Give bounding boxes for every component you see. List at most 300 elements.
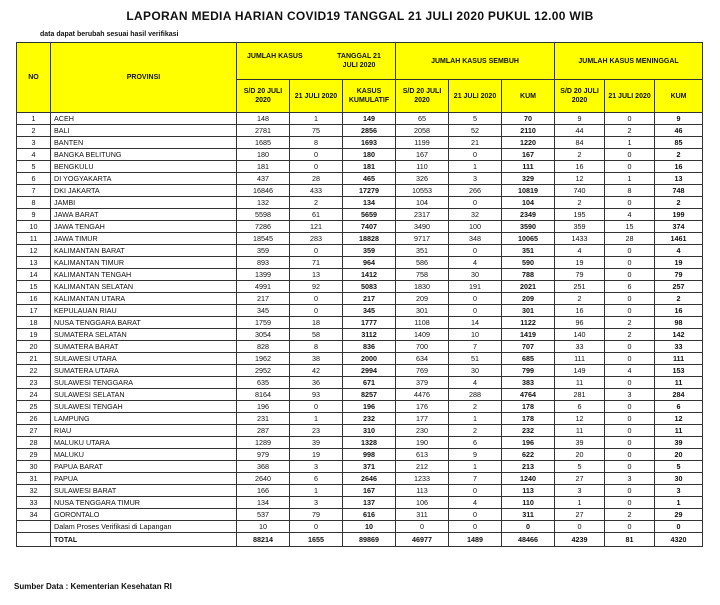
cell-sembuh-kum: 707: [502, 341, 555, 353]
cell-sembuh-21: 2: [449, 425, 502, 437]
cell-meninggal-kum: 0: [655, 521, 703, 533]
table-row: [17, 305, 703, 317]
cell-sembuh-sd: 1199: [396, 137, 449, 149]
cell-meninggal-sd: 11: [555, 377, 605, 389]
cell-sembuh-sd: 326: [396, 173, 449, 185]
cell-kasus-kumulatif: 8257: [343, 389, 396, 401]
total-kasus-21: 1655: [290, 533, 343, 547]
table-row: [17, 485, 703, 497]
cell-kasus-kumulatif: 1777: [343, 317, 396, 329]
cell-kasus-kumulatif: 10: [343, 521, 396, 533]
cell-no: 15: [17, 281, 51, 293]
cell-provinsi: RIAU: [51, 425, 237, 437]
table-row: [17, 341, 703, 353]
cell-sembuh-21: 6: [449, 437, 502, 449]
cell-no: 13: [17, 257, 51, 269]
cell-kasus-21: 61: [290, 209, 343, 221]
cell-no: 12: [17, 245, 51, 257]
cell-sembuh-21: 1: [449, 461, 502, 473]
cell-sembuh-kum: 2021: [502, 281, 555, 293]
cell-kasus-kumulatif: 232: [343, 413, 396, 425]
cell-meninggal-21: 0: [605, 245, 655, 257]
cell-kasus-21: 19: [290, 449, 343, 461]
cell-meninggal-sd: 140: [555, 329, 605, 341]
cell-meninggal-kum: 85: [655, 137, 703, 149]
cell-kasus-21: 2: [290, 197, 343, 209]
cell-sembuh-sd: 769: [396, 365, 449, 377]
cell-sembuh-sd: 351: [396, 245, 449, 257]
cell-sembuh-sd: 0: [396, 521, 449, 533]
cell-sembuh-21: 14: [449, 317, 502, 329]
cell-meninggal-21: 1: [605, 173, 655, 185]
cell-kasus-21: 28: [290, 173, 343, 185]
cell-meninggal-sd: 195: [555, 209, 605, 221]
cell-no: 3: [17, 137, 51, 149]
cell-provinsi: PAPUA: [51, 473, 237, 485]
cell-provinsi: BENGKULU: [51, 161, 237, 173]
cell-kasus-sd: 196: [237, 401, 290, 413]
cell-meninggal-kum: 9: [655, 113, 703, 125]
cell-sembuh-kum: 3590: [502, 221, 555, 233]
cell-sembuh-21: 0: [449, 485, 502, 497]
cell-kasus-21: 0: [290, 149, 343, 161]
table-row: [17, 509, 703, 521]
header-jumlah-kasus-label: JUMLAH KASUS: [247, 53, 303, 60]
cell-sembuh-sd: 1108: [396, 317, 449, 329]
cell-provinsi: DKI JAKARTA: [51, 185, 237, 197]
cell-kasus-kumulatif: 18828: [343, 233, 396, 245]
cell-meninggal-21: 3: [605, 473, 655, 485]
cell-no: 4: [17, 149, 51, 161]
cell-sembuh-sd: 190: [396, 437, 449, 449]
cell-sembuh-21: 51: [449, 353, 502, 365]
cell-meninggal-kum: 1461: [655, 233, 703, 245]
cell-provinsi: PAPUA BARAT: [51, 461, 237, 473]
cell-kasus-kumulatif: 465: [343, 173, 396, 185]
cell-meninggal-21: 0: [605, 293, 655, 305]
cell-kasus-21: 0: [290, 161, 343, 173]
cell-meninggal-sd: 0: [555, 521, 605, 533]
cell-kasus-sd: 1685: [237, 137, 290, 149]
cell-kasus-21: 1: [290, 485, 343, 497]
cell-meninggal-kum: 12: [655, 413, 703, 425]
cell-meninggal-kum: 199: [655, 209, 703, 221]
cell-meninggal-21: 0: [605, 449, 655, 461]
cell-sembuh-sd: 1409: [396, 329, 449, 341]
cell-sembuh-kum: 104: [502, 197, 555, 209]
cell-meninggal-sd: 96: [555, 317, 605, 329]
cell-kasus-kumulatif: 371: [343, 461, 396, 473]
cell-sembuh-kum: 301: [502, 305, 555, 317]
header-kasus-kumulatif: KASUS KUMULATIF: [343, 80, 396, 113]
cell-meninggal-sd: 3: [555, 485, 605, 497]
cell-kasus-kumulatif: 149: [343, 113, 396, 125]
cell-sembuh-sd: 212: [396, 461, 449, 473]
cell-provinsi: ACEH: [51, 113, 237, 125]
cell-sembuh-sd: 110: [396, 161, 449, 173]
table-body: [17, 113, 703, 547]
cell-sembuh-kum: 196: [502, 437, 555, 449]
cell-kasus-kumulatif: 616: [343, 509, 396, 521]
cell-kasus-sd: 537: [237, 509, 290, 521]
table-row: [17, 317, 703, 329]
cell-no: 10: [17, 221, 51, 233]
table-row: [17, 521, 703, 533]
cell-meninggal-kum: 2: [655, 197, 703, 209]
cell-kasus-sd: 10: [237, 521, 290, 533]
cell-meninggal-21: 0: [605, 269, 655, 281]
cell-sembuh-kum: 799: [502, 365, 555, 377]
cell-sembuh-21: 5: [449, 113, 502, 125]
cell-kasus-kumulatif: 359: [343, 245, 396, 257]
cell-no: 23: [17, 377, 51, 389]
cell-kasus-21: 6: [290, 473, 343, 485]
cell-provinsi: NUSA TENGGARA BARAT: [51, 317, 237, 329]
cell-sembuh-kum: 178: [502, 401, 555, 413]
total-meninggal-sd: 4239: [555, 533, 605, 547]
cell-provinsi: NUSA TENGGARA TIMUR: [51, 497, 237, 509]
cell-sembuh-21: 0: [449, 305, 502, 317]
cell-sembuh-sd: 230: [396, 425, 449, 437]
cell-sembuh-kum: 209: [502, 293, 555, 305]
table-row: [17, 473, 703, 485]
cell-meninggal-kum: 19: [655, 257, 703, 269]
cell-sembuh-kum: 110: [502, 497, 555, 509]
cell-provinsi: SULAWESI TENGGARA: [51, 377, 237, 389]
cell-provinsi: JAWA BARAT: [51, 209, 237, 221]
cell-provinsi: BANTEN: [51, 137, 237, 149]
cell-kasus-21: 0: [290, 305, 343, 317]
cell-no: 9: [17, 209, 51, 221]
cell-sembuh-21: 0: [449, 509, 502, 521]
cell-sembuh-21: 4: [449, 257, 502, 269]
cell-meninggal-sd: 39: [555, 437, 605, 449]
table-row: [17, 125, 703, 137]
total-row: [17, 533, 703, 547]
cell-sembuh-sd: 1233: [396, 473, 449, 485]
cell-meninggal-kum: 11: [655, 377, 703, 389]
cell-meninggal-sd: 12: [555, 173, 605, 185]
cell-meninggal-21: 2: [605, 125, 655, 137]
cell-meninggal-21: 0: [605, 461, 655, 473]
cell-provinsi: LAMPUNG: [51, 413, 237, 425]
cell-no: 6: [17, 173, 51, 185]
cell-meninggal-sd: 27: [555, 509, 605, 521]
cell-sembuh-sd: 586: [396, 257, 449, 269]
cell-meninggal-sd: 2: [555, 293, 605, 305]
cell-kasus-kumulatif: 2000: [343, 353, 396, 365]
cell-sembuh-kum: 1122: [502, 317, 555, 329]
cell-no: 21: [17, 353, 51, 365]
cell-meninggal-sd: 251: [555, 281, 605, 293]
cell-meninggal-21: 4: [605, 209, 655, 221]
cell-kasus-21: 13: [290, 269, 343, 281]
cell-sembuh-kum: 70: [502, 113, 555, 125]
cell-meninggal-sd: 740: [555, 185, 605, 197]
cell-kasus-kumulatif: 998: [343, 449, 396, 461]
header-meninggal-21: 21 JULI 2020: [605, 80, 655, 113]
cell-provinsi: MALUKU UTARA: [51, 437, 237, 449]
cell-no: [17, 521, 51, 533]
cell-kasus-sd: 5598: [237, 209, 290, 221]
cell-meninggal-21: 0: [605, 305, 655, 317]
cell-no: 19: [17, 329, 51, 341]
cell-sembuh-sd: 104: [396, 197, 449, 209]
total-sembuh-21: 1489: [449, 533, 502, 547]
cell-kasus-kumulatif: 836: [343, 341, 396, 353]
cell-kasus-sd: 217: [237, 293, 290, 305]
cell-kasus-21: 8: [290, 341, 343, 353]
cell-sembuh-21: 100: [449, 221, 502, 233]
cell-kasus-21: 38: [290, 353, 343, 365]
cell-sembuh-sd: 758: [396, 269, 449, 281]
cell-kasus-21: 42: [290, 365, 343, 377]
cell-provinsi: Dalam Proses Verifikasi di Lapangan: [51, 521, 237, 533]
header-sembuh-sd: S/D 20 JULI 2020: [396, 80, 449, 113]
cell-sembuh-21: 30: [449, 269, 502, 281]
cell-meninggal-sd: 2: [555, 197, 605, 209]
total-sembuh-sd: 46977: [396, 533, 449, 547]
cell-sembuh-sd: 209: [396, 293, 449, 305]
cell-kasus-kumulatif: 671: [343, 377, 396, 389]
cell-kasus-21: 0: [290, 245, 343, 257]
cell-sembuh-kum: 590: [502, 257, 555, 269]
cell-sembuh-kum: 232: [502, 425, 555, 437]
cell-no: 26: [17, 413, 51, 425]
cell-provinsi: MALUKU: [51, 449, 237, 461]
cell-sembuh-kum: 111: [502, 161, 555, 173]
cell-kasus-kumulatif: 5659: [343, 209, 396, 221]
cell-sembuh-21: 7: [449, 341, 502, 353]
cell-provinsi: SUMATERA SELATAN: [51, 329, 237, 341]
table-row: [17, 221, 703, 233]
cell-meninggal-kum: 374: [655, 221, 703, 233]
cell-sembuh-sd: 177: [396, 413, 449, 425]
cell-kasus-sd: 345: [237, 305, 290, 317]
cell-kasus-21: 75: [290, 125, 343, 137]
source-footer: Sumber Data : Kementerian Kesehatan RI: [14, 582, 172, 591]
cell-kasus-21: 0: [290, 293, 343, 305]
cell-meninggal-21: 2: [605, 509, 655, 521]
header-tanggal-label: TANGGAL 21 JULI 2020: [337, 53, 381, 69]
cell-sembuh-21: 0: [449, 197, 502, 209]
cell-no: 28: [17, 437, 51, 449]
cell-meninggal-21: 0: [605, 485, 655, 497]
cell-sembuh-21: 2: [449, 401, 502, 413]
cell-sembuh-kum: 383: [502, 377, 555, 389]
cell-meninggal-21: 3: [605, 389, 655, 401]
cell-provinsi: GORONTALO: [51, 509, 237, 521]
table-row: [17, 497, 703, 509]
cell-kasus-kumulatif: 2856: [343, 125, 396, 137]
cell-kasus-sd: 181: [237, 161, 290, 173]
cell-kasus-21: 71: [290, 257, 343, 269]
table-row: [17, 233, 703, 245]
cell-kasus-21: 23: [290, 425, 343, 437]
cell-meninggal-21: 0: [605, 257, 655, 269]
header-provinsi: PROVINSI: [51, 43, 237, 113]
cell-no: 11: [17, 233, 51, 245]
cell-meninggal-sd: 19: [555, 257, 605, 269]
cell-kasus-kumulatif: 7407: [343, 221, 396, 233]
cell-meninggal-kum: 20: [655, 449, 703, 461]
cell-meninggal-sd: 281: [555, 389, 605, 401]
table-row: [17, 449, 703, 461]
cell-meninggal-kum: 748: [655, 185, 703, 197]
cell-sembuh-kum: 685: [502, 353, 555, 365]
table-row: [17, 137, 703, 149]
total-meninggal-kum: 4320: [655, 533, 703, 547]
cell-no: 2: [17, 125, 51, 137]
cell-meninggal-kum: 1: [655, 497, 703, 509]
cell-kasus-sd: 1399: [237, 269, 290, 281]
cell-sembuh-kum: 178: [502, 413, 555, 425]
cell-no: 24: [17, 389, 51, 401]
cell-no: 20: [17, 341, 51, 353]
cell-meninggal-sd: 1: [555, 497, 605, 509]
cell-provinsi: SULAWESI TENGAH: [51, 401, 237, 413]
cell-meninggal-kum: 13: [655, 173, 703, 185]
cell-kasus-sd: 8164: [237, 389, 290, 401]
cell-kasus-sd: 2640: [237, 473, 290, 485]
cell-sembuh-21: 1: [449, 161, 502, 173]
table-header: [17, 43, 703, 113]
cell-sembuh-kum: 213: [502, 461, 555, 473]
cell-meninggal-kum: 2: [655, 293, 703, 305]
cell-meninggal-21: 0: [605, 413, 655, 425]
cell-sembuh-21: 7: [449, 473, 502, 485]
cell-kasus-kumulatif: 181: [343, 161, 396, 173]
cell-sembuh-21: 3: [449, 173, 502, 185]
cell-sembuh-sd: 176: [396, 401, 449, 413]
cell-sembuh-sd: 9717: [396, 233, 449, 245]
table-row: [17, 185, 703, 197]
cell-kasus-kumulatif: 1412: [343, 269, 396, 281]
cell-kasus-sd: 2952: [237, 365, 290, 377]
cell-kasus-sd: 1289: [237, 437, 290, 449]
cell-meninggal-sd: 11: [555, 425, 605, 437]
cell-kasus-kumulatif: 167: [343, 485, 396, 497]
cell-meninggal-sd: 9: [555, 113, 605, 125]
cell-sembuh-kum: 788: [502, 269, 555, 281]
header-jumlah-sembuh: JUMLAH KASUS SEMBUH: [396, 43, 555, 80]
cell-sembuh-kum: 329: [502, 173, 555, 185]
cell-kasus-sd: 148: [237, 113, 290, 125]
cell-provinsi: JAMBI: [51, 197, 237, 209]
cell-sembuh-sd: 311: [396, 509, 449, 521]
cell-meninggal-21: 0: [605, 353, 655, 365]
cell-sembuh-kum: 2110: [502, 125, 555, 137]
cell-kasus-sd: 3054: [237, 329, 290, 341]
cell-kasus-21: 1: [290, 413, 343, 425]
cell-sembuh-kum: 2349: [502, 209, 555, 221]
cell-kasus-sd: 7286: [237, 221, 290, 233]
cell-sembuh-kum: 167: [502, 149, 555, 161]
cell-sembuh-sd: 65: [396, 113, 449, 125]
cell-kasus-21: 3: [290, 497, 343, 509]
cell-provinsi: KALIMANTAN SELATAN: [51, 281, 237, 293]
cell-sembuh-sd: 634: [396, 353, 449, 365]
cell-no: 30: [17, 461, 51, 473]
cell-sembuh-sd: 106: [396, 497, 449, 509]
cell-sembuh-21: 0: [449, 521, 502, 533]
cell-meninggal-sd: 79: [555, 269, 605, 281]
cell-kasus-21: 93: [290, 389, 343, 401]
table-row: [17, 293, 703, 305]
cell-meninggal-21: 0: [605, 341, 655, 353]
cell-sembuh-21: 288: [449, 389, 502, 401]
table-row: [17, 365, 703, 377]
cell-meninggal-kum: 16: [655, 161, 703, 173]
cell-sembuh-sd: 700: [396, 341, 449, 353]
cell-sembuh-21: 32: [449, 209, 502, 221]
cell-sembuh-21: 52: [449, 125, 502, 137]
header-jumlah-kasus: [237, 43, 396, 80]
cell-kasus-sd: 893: [237, 257, 290, 269]
cell-no: 17: [17, 305, 51, 317]
total-kasus-kumulatif: 89869: [343, 533, 396, 547]
cell-provinsi: KALIMANTAN TIMUR: [51, 257, 237, 269]
cell-sembuh-sd: 113: [396, 485, 449, 497]
cell-meninggal-sd: 2: [555, 149, 605, 161]
cell-sembuh-sd: 167: [396, 149, 449, 161]
header-sembuh-21: 21 JULI 2020: [449, 80, 502, 113]
table-row: [17, 389, 703, 401]
table-row: [17, 281, 703, 293]
cell-kasus-kumulatif: 180: [343, 149, 396, 161]
cell-meninggal-21: 0: [605, 197, 655, 209]
table-row: [17, 329, 703, 341]
cell-meninggal-sd: 111: [555, 353, 605, 365]
cell-no: 34: [17, 509, 51, 521]
cell-kasus-sd: 1759: [237, 317, 290, 329]
cell-kasus-sd: 287: [237, 425, 290, 437]
cell-no: 32: [17, 485, 51, 497]
cell-kasus-kumulatif: 217: [343, 293, 396, 305]
cell-meninggal-sd: 16: [555, 305, 605, 317]
cell-meninggal-sd: 1433: [555, 233, 605, 245]
cell-sembuh-21: 9: [449, 449, 502, 461]
cell-kasus-21: 39: [290, 437, 343, 449]
cell-provinsi: JAWA TIMUR: [51, 233, 237, 245]
cell-meninggal-kum: 6: [655, 401, 703, 413]
cell-kasus-kumulatif: 2994: [343, 365, 396, 377]
cell-meninggal-kum: 16: [655, 305, 703, 317]
cell-sembuh-sd: 3490: [396, 221, 449, 233]
cell-meninggal-kum: 39: [655, 437, 703, 449]
cell-kasus-21: 433: [290, 185, 343, 197]
cell-kasus-sd: 134: [237, 497, 290, 509]
cell-meninggal-kum: 111: [655, 353, 703, 365]
cell-provinsi: SULAWESI SELATAN: [51, 389, 237, 401]
cell-meninggal-21: 4: [605, 365, 655, 377]
cell-no: 16: [17, 293, 51, 305]
cell-sembuh-kum: 1419: [502, 329, 555, 341]
covid-report-table: [16, 42, 703, 547]
cell-meninggal-21: 1: [605, 137, 655, 149]
cell-kasus-sd: 2781: [237, 125, 290, 137]
cell-meninggal-21: 0: [605, 113, 655, 125]
cell-sembuh-kum: 113: [502, 485, 555, 497]
cell-provinsi: DI YOGYAKARTA: [51, 173, 237, 185]
cell-provinsi: SUMATERA UTARA: [51, 365, 237, 377]
cell-meninggal-21: 0: [605, 497, 655, 509]
cell-meninggal-sd: 5: [555, 461, 605, 473]
cell-sembuh-21: 0: [449, 293, 502, 305]
cell-no: 22: [17, 365, 51, 377]
cell-sembuh-kum: 351: [502, 245, 555, 257]
table-row: [17, 425, 703, 437]
